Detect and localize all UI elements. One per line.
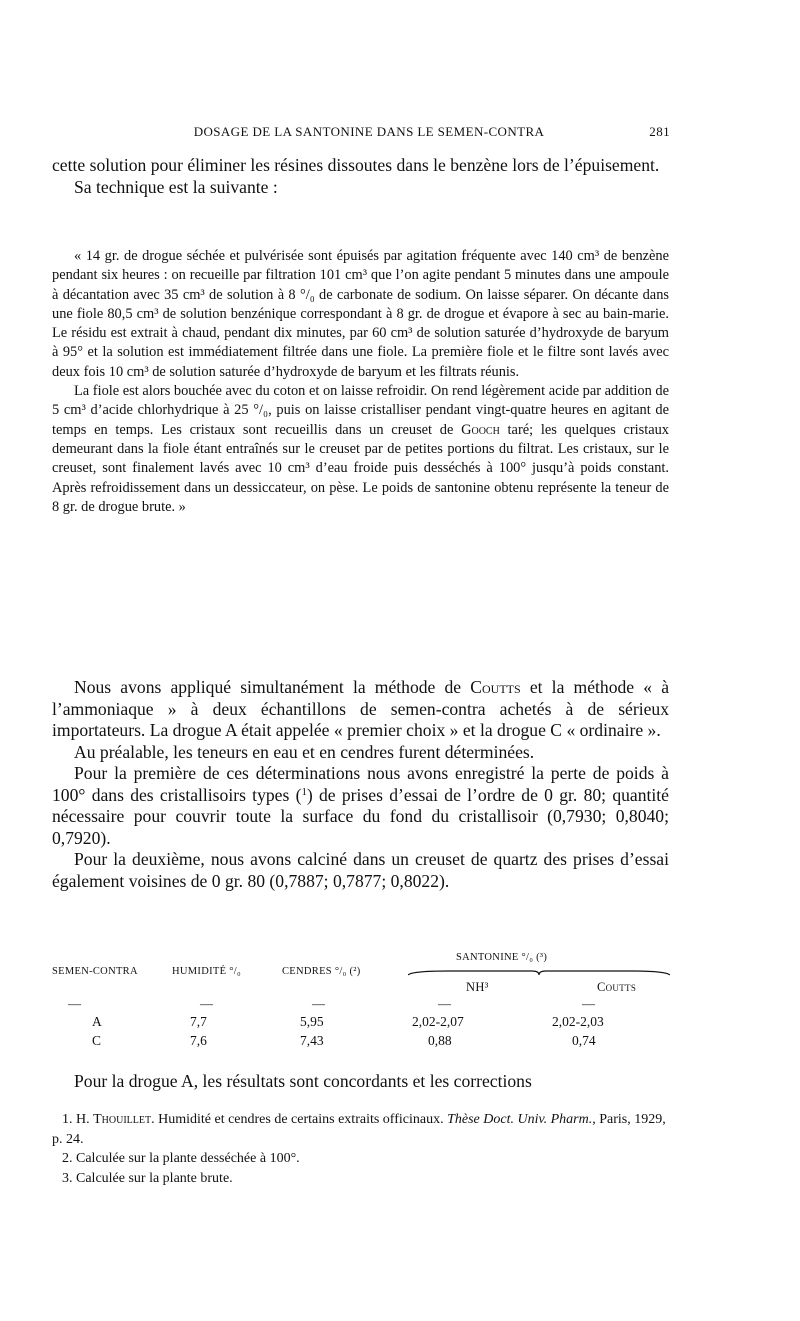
main-p3-end: ) de prises d’essai de l’ordre de 0 gr. 80; quantité nécessaire pour couvrir toute la surface du fond du cristallisoir (0,7930; 0,8040; 0,7920). xyxy=(52,784,669,848)
closing-text xyxy=(52,1071,669,1093)
main-p3-start: Pour la première de ces déterminations nous avons enregistré la perte de poids à 100° dans des cristallisoirs types ( xyxy=(52,763,669,805)
results-table xyxy=(52,946,669,1061)
row-c-coutts: 0,74 xyxy=(572,1033,596,1048)
main-paragraph-1 xyxy=(52,677,669,742)
row-a-coutts: 2,02-2,03 xyxy=(552,1014,604,1029)
main-p1-start: Nous avons appliqué simultanément la méthode de xyxy=(74,677,471,697)
row-c-cendres: 7,43 xyxy=(300,1033,324,1048)
row-c-nh3: 0,88 xyxy=(428,1033,452,1048)
main-p1-end: et la méthode « à l’ammoniaque » à deux échantillons de semen-contra achetés à de sérieux importateurs. La drogue A était appelée « premier choix » et la drogue C « ordinaire ». xyxy=(52,677,669,740)
header-cendres: CENDRES °/₀ (²) xyxy=(282,966,361,977)
fn1-place: , Paris, 1929, p. 24. xyxy=(52,1112,666,1147)
footnotes xyxy=(52,1110,669,1188)
dash: — xyxy=(68,996,81,1011)
quote-paragraph-2 xyxy=(52,382,669,517)
header-brace xyxy=(408,970,670,976)
fn1-thesis: Thèse Doct. Univ. Pharm. xyxy=(447,1112,593,1127)
fn1-author: Thouillet xyxy=(93,1112,152,1127)
header-santonine: SANTONINE °/₀ (³) xyxy=(456,952,548,963)
dash: — xyxy=(438,996,451,1011)
intro-paragraph: cette solution pour éliminer les résines dissoutes dans le benzène lors de l’épuisement. xyxy=(52,155,660,175)
main-paragraph-4: Pour la deuxième, nous avons calciné dans un creuset de quartz des prises d’essai également voisines de 0 gr. 80 (0,7887; 0,7877; 0,8022). xyxy=(52,849,669,891)
dash: — xyxy=(582,996,595,1011)
header-coutts: Coutts xyxy=(597,980,637,994)
footnote-ref-1: 1 xyxy=(301,785,307,798)
row-c-humidite: 7,6 xyxy=(190,1033,207,1048)
running-title: DOSAGE DE LA SANTONINE DANS LE SEMEN-CONTRA xyxy=(193,124,545,139)
row-a-humidite: 7,7 xyxy=(190,1014,207,1029)
author-coutts: Coutts xyxy=(470,677,521,697)
author-gooch: Gooch xyxy=(461,421,500,438)
footnote-3: 3. Calculée sur la plante brute. xyxy=(62,1170,233,1186)
dash: — xyxy=(200,996,213,1011)
main-text xyxy=(52,677,669,892)
intro-technique-line: Sa technique est la suivante : xyxy=(74,176,278,197)
main-paragraph-3 xyxy=(52,763,669,849)
footnote-1 xyxy=(52,1110,669,1149)
dash: — xyxy=(312,996,325,1011)
closing-line: Pour la drogue A, les résultats sont concordants et les corrections xyxy=(74,1071,532,1091)
quote-p2-text: La fiole est alors bouchée avec du coton et on laisse refroidir. On rend légèrement acide par addition de 5 cm³ d’acide chlorhydrique à 25 °/₀, puis on laisse cristalliser pendant vingt-quatre heures en agitant de temps en temps. Les cristaux sont recueillis dans un creuset de xyxy=(52,383,669,438)
running-head xyxy=(68,124,670,144)
quote-paragraph-1: « 14 gr. de drogue séchée et pulvérisée sont épuisés par agitation fréquente avec 140 cm³ de benzène pendant six heures : on recueille par filtration 101 cm³ que l’on agite pendant 5 minutes dans une ampoule à décantation avec 35 cm³ de solution à 8 °/₀ de carbonate de sodium. On laisse séparer. On décante dans une fiole 80,5 cm³ de solution benzénique correspondant à 8 gr. de drogue et évapore à sec au bain-marie. Le résidu est extrait à chaud, pendant dix minutes, par 60 cm³ de solution saturée d’hydroxyde de baryum à 95° et la solution est immédiatement filtrée dans une fiole. La première fiole et le filtre sont lavés avec deux fois 10 cm³ de solution saturée d’hydroxyde de baryum et les filtrats réunis. xyxy=(52,248,669,380)
row-a-nh3: 2,02-2,07 xyxy=(412,1014,464,1029)
quoted-technique xyxy=(52,247,669,517)
fn1-title: . Humidité et cendres de certains extraits officinaux. xyxy=(151,1112,448,1127)
page-number: 281 xyxy=(649,124,670,139)
row-a-cendres: 5,95 xyxy=(300,1014,324,1029)
row-a-name: A xyxy=(92,1014,102,1029)
header-nh3: NH³ xyxy=(466,980,489,994)
row-c-name: C xyxy=(92,1033,102,1048)
intro-text xyxy=(52,155,669,198)
footnote-2: 2. Calculée sur la plante desséchée à 100°. xyxy=(62,1151,300,1166)
fn1-number: 1. H. xyxy=(62,1112,94,1127)
quote-p2-continuation: taré; les quelques cristaux demeurant dans la fiole étant entraînés sur le creuset par de petites portions du filtrat. Les cristaux, sur le creuset, sont finalement lavés avec 10 cm³ d’eau froide puis desséchés à 100° jusqu’à poids constant. Après refroidissement dans un dessiccateur, on pèse. Le poids de santonine obtenu représente la teneur de 8 gr. de drogue brute. » xyxy=(52,421,669,515)
header-humidite: HUMIDITÉ °/₀ xyxy=(172,966,241,977)
main-paragraph-2: Au préalable, les teneurs en eau et en cendres furent déterminées. xyxy=(74,741,535,762)
header-semen-contra: SEMEN-CONTRA xyxy=(52,966,138,977)
